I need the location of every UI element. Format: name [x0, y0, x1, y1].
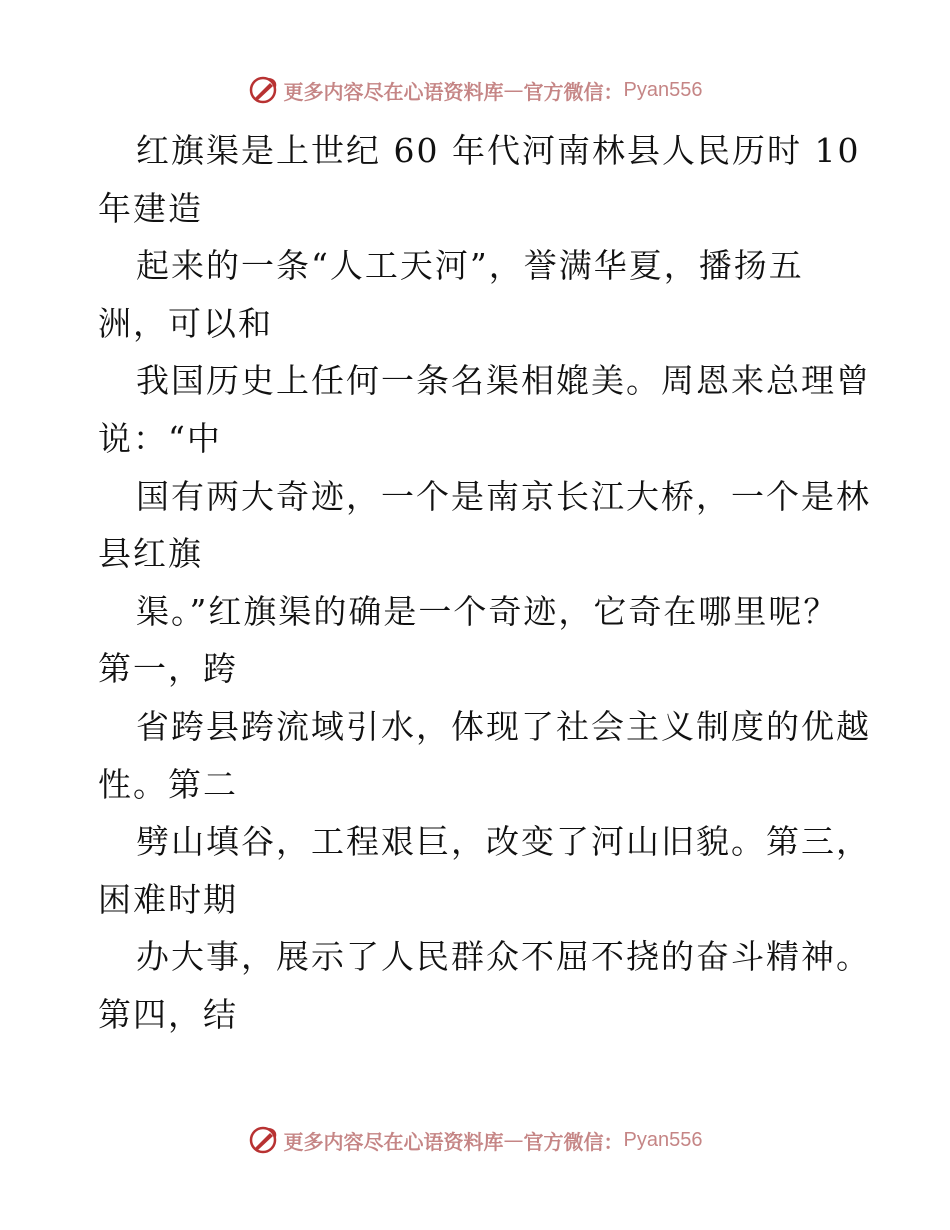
- quill-pen-logo-icon: [248, 1125, 278, 1155]
- quill-pen-logo-icon: [248, 75, 278, 105]
- header-separator: —: [503, 78, 524, 102]
- document-body: [98, 122, 871, 1044]
- footer-banner-text: 更多内容尽在心语资料库: [283, 1129, 504, 1154]
- text-line: 第四，结: [98, 994, 238, 1034]
- text-line: 年建造: [98, 188, 203, 228]
- text-line: 县红旗: [98, 534, 203, 574]
- footer-wechat-id: Pyan556: [623, 1128, 703, 1151]
- text-line: 省跨县跨流域引水，体现了社会主义制度的优越: [136, 706, 871, 746]
- text-line: 性。第二: [98, 764, 238, 804]
- text-line: 我国历史上任何一条名渠相媲美。周恩来总理曾: [136, 361, 871, 401]
- text-line: 国有两大奇迹，一个是南京长江大桥，一个是林: [136, 476, 871, 516]
- footer-banner: [0, 1120, 950, 1160]
- header-banner-text: 更多内容尽在心语资料库: [283, 79, 504, 104]
- text-line: 渠。”红旗渠的确是一个奇迹，它奇在哪里呢？: [136, 591, 839, 631]
- header-banner: [0, 70, 950, 110]
- text-line: 困难时期: [98, 879, 238, 919]
- header-wechat-id: Pyan556: [623, 78, 703, 101]
- text-line: 红旗渠是上世纪 60 年代河南林县人民历时 10: [136, 131, 861, 170]
- text-line: 说：“中: [98, 418, 222, 458]
- text-line: 办大事，展示了人民群众不屈不挠的奋斗精神。: [136, 937, 871, 977]
- header-wechat-label: 官方微信：: [523, 79, 624, 104]
- text-line: 劈山填谷，工程艰巨，改变了河山旧貌。第三，: [136, 822, 871, 862]
- text-line: 第一，跨: [98, 649, 238, 689]
- text-line: 起来的一条“人工天河”，誉满华夏，播扬五: [136, 246, 804, 286]
- footer-separator: —: [503, 1128, 524, 1152]
- footer-wechat-label: 官方微信：: [523, 1129, 624, 1154]
- text-line: 洲，可以和: [98, 303, 273, 343]
